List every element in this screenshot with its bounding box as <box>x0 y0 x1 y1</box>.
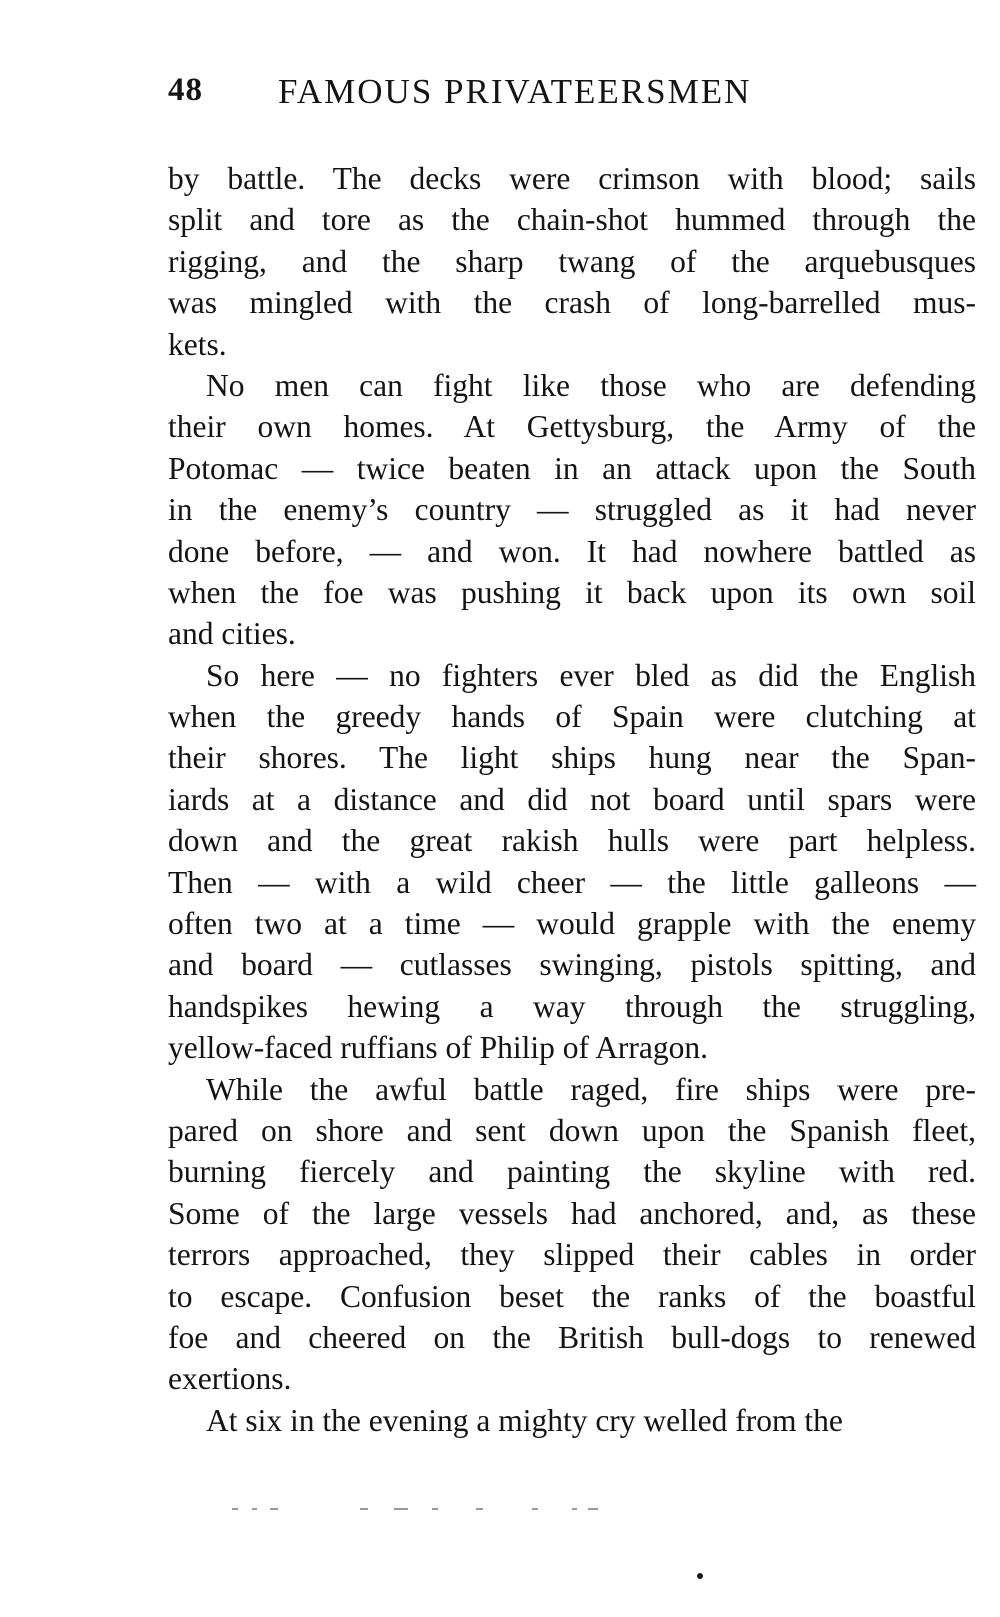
text-line: their own homes. At Gettysburg, the Army of the <box>168 409 976 445</box>
text-line: So here — no fighters ever bled as did the English <box>206 657 976 693</box>
text-line: Then — with a wild cheer — the little galleons — <box>168 864 976 900</box>
text-line: terrors approached, they slipped their cables in order <box>168 1237 976 1273</box>
text-line: their shores. The light ships hung near the Span- <box>168 740 976 776</box>
text-line: split and tore as the chain-shot hummed through the <box>168 202 976 238</box>
text-line: kets. <box>168 326 227 362</box>
text-line: iards at a distance and did not board until spars were <box>168 781 976 817</box>
text-line: often two at a time — would grapple with the enemy <box>168 906 976 942</box>
text-line: when the foe was pushing it back upon its own soil <box>168 574 976 610</box>
text-line: in the enemy’s country — struggled as it had never <box>168 492 976 528</box>
text-line: exertions. <box>168 1361 292 1397</box>
text-line: when the greedy hands of Spain were clutching at <box>168 699 976 735</box>
text-line: No men can fight like those who are defending <box>206 367 976 403</box>
page-header <box>168 72 878 120</box>
text-line: rigging, and the sharp twang of the arquebusques <box>168 243 976 279</box>
print-specks <box>232 1508 632 1514</box>
text-line: handspikes hewing a way through the struggling, <box>168 988 976 1024</box>
text-line: and cities. <box>168 616 296 652</box>
text-line: While the awful battle raged, fire ships were pre- <box>206 1071 976 1107</box>
text-line: and board — cutlasses swinging, pistols spitting, and <box>168 947 976 983</box>
running-title: FAMOUS PRIVATEERSMEN <box>278 72 752 111</box>
text-line: was mingled with the crash of long-barrelled mus- <box>168 285 976 321</box>
page-number: 48 <box>168 72 203 108</box>
text-line: down and the great rakish hulls were part helpless. <box>168 823 976 859</box>
text-line: foe and cheered on the British bull-dogs to renewed <box>168 1319 976 1355</box>
body-text <box>168 158 976 1441</box>
text-line: done before, — and won. It had nowhere battled as <box>168 533 976 569</box>
text-line: pared on shore and sent down upon the Spanish fleet, <box>168 1112 976 1148</box>
print-dot <box>697 1573 703 1579</box>
text-line: yellow-faced ruffians of Philip of Arragon. <box>168 1030 709 1066</box>
text-line: burning fiercely and painting the skyline with red. <box>168 1154 976 1190</box>
text-line: At six in the evening a mighty cry welled from the <box>206 1402 843 1438</box>
text-line: by battle. The decks were crimson with blood; sails <box>168 161 976 196</box>
text-line: Potomac — twice beaten in an attack upon the South <box>168 450 976 486</box>
text-line: to escape. Confusion beset the ranks of the boastful <box>168 1278 976 1314</box>
text-line: Some of the large vessels had anchored, and, as these <box>168 1195 976 1231</box>
